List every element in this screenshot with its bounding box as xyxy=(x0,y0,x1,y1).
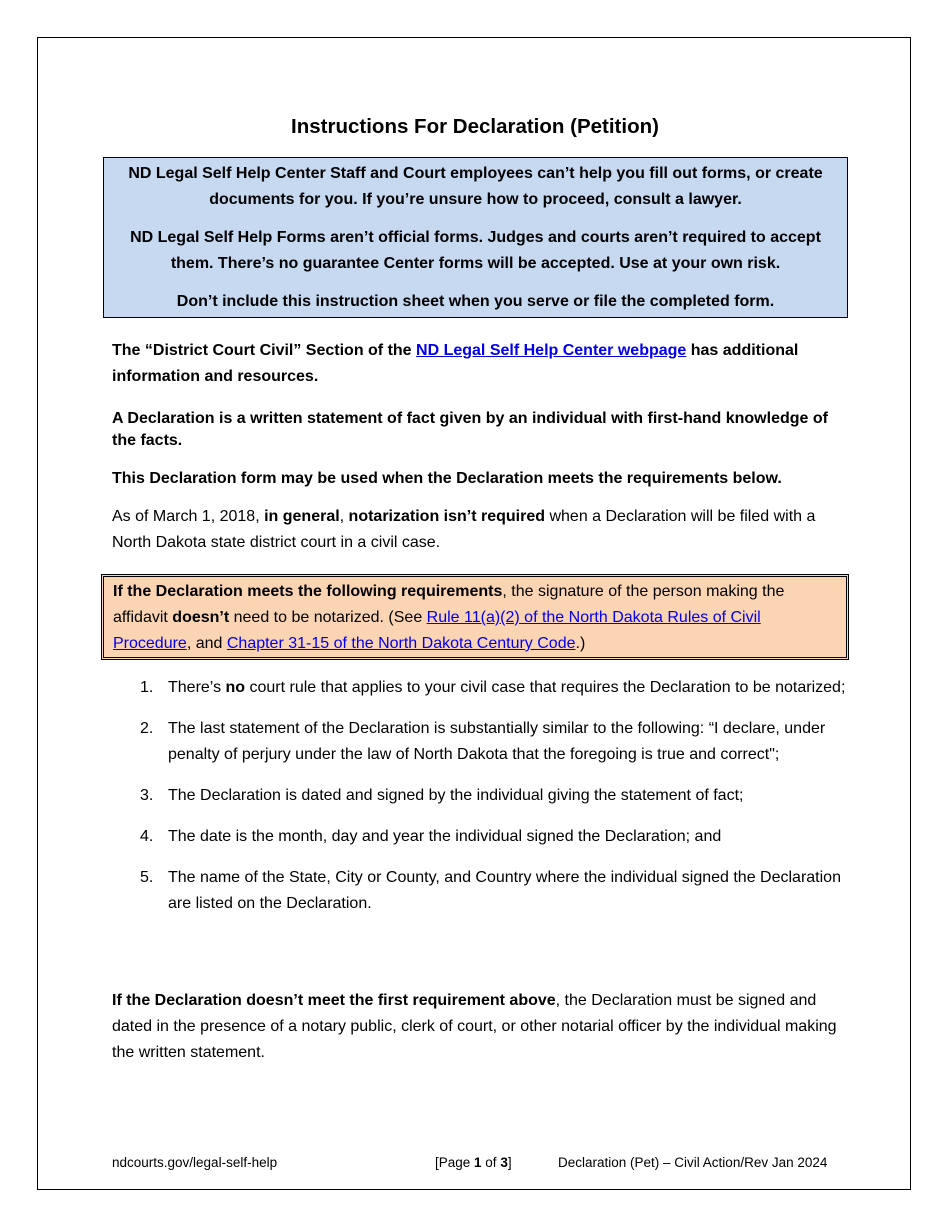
requirements-text-a: , the signature of the person making the affidavit xyxy=(113,583,785,626)
list-item-text: There’s xyxy=(168,679,226,696)
self-help-center-link[interactable]: ND Legal Self Help Center webpage xyxy=(416,342,687,359)
notarization-text-c: , xyxy=(339,508,349,525)
rule-11-link[interactable]: Rule 11(a)(2) of the North Dakota Rules of Civil Procedure xyxy=(113,609,761,652)
intro-resources-text-b: has additional information and resources. xyxy=(112,342,799,385)
requirements-lead: If the Declaration meets the following requirements xyxy=(113,583,503,600)
intro-section xyxy=(112,338,847,556)
footer-page-number xyxy=(435,1154,512,1172)
footer-page-prefix: [Page xyxy=(435,1155,475,1170)
list-item-number: 3. xyxy=(140,787,154,804)
century-code-link[interactable]: Chapter 31-15 of the North Dakota Century Code xyxy=(226,635,576,652)
footer-page-total: 3 xyxy=(500,1155,508,1170)
list-item-number: 1. xyxy=(140,679,154,696)
closing-paragraph xyxy=(112,988,847,1066)
notarization-bold-not-required: notarization isn’t required xyxy=(348,508,546,525)
requirements-list xyxy=(112,675,847,932)
form-usage-statement: This Declaration form may be used when the Declaration meets the requirements below. xyxy=(112,470,782,487)
intro-resources-text-a: The “District Court Civil” Section of the xyxy=(112,342,417,359)
footer-site: ndcourts.gov/legal-self-help xyxy=(112,1155,278,1170)
notarization-bold-general: in general xyxy=(264,508,340,525)
footer-form-id: Declaration (Pet) – Civil Action/Rev Jan 2024 xyxy=(558,1155,828,1170)
page-title: Instructions For Declaration (Petition) xyxy=(291,115,659,138)
closing-text: , the Declaration must be signed and dated in the presence of a notary public, clerk of court, or other notarial officer by the individual making the written statement. xyxy=(112,992,837,1061)
footer-page-suffix: ] xyxy=(507,1155,512,1170)
requirements-bold-doesnt: doesn’t xyxy=(172,609,230,626)
closing-bold-lead: If the Declaration doesn’t meet the first requirement above xyxy=(112,992,556,1009)
list-item-text: The Declaration is dated and signed by the individual giving the statement of fact; xyxy=(168,787,744,804)
requirements-text-c: need to be notarized. (See xyxy=(229,609,427,626)
notarization-text-a: As of March 1, 2018, xyxy=(112,508,265,525)
requirements-text-e: .) xyxy=(575,635,586,652)
disclaimer-notice-box xyxy=(103,157,848,318)
list-item-number: 5. xyxy=(140,869,154,886)
list-item xyxy=(112,824,847,850)
footer-page-of: of xyxy=(481,1155,501,1170)
intro-resources-paragraph xyxy=(112,338,847,390)
requirements-text-d: , and xyxy=(186,635,227,652)
list-item-bold: no xyxy=(225,679,246,696)
requirements-callout-box xyxy=(101,574,849,660)
list-item-text-after: court rule that applies to your civil case that requires the Declaration to be notarized; xyxy=(245,679,846,696)
list-item xyxy=(112,716,847,768)
list-item xyxy=(112,783,847,809)
list-item-number: 2. xyxy=(140,720,154,737)
notice-staff-disclaimer: ND Legal Self Help Center Staff and Court employees can’t help you fill out forms, or create documents for you. If you’re unsure how to proceed, consult a lawyer. xyxy=(128,165,823,208)
notarization-statement xyxy=(112,504,847,556)
notice-instruction-sheet: Don’t include this instruction sheet when you serve or file the completed form. xyxy=(176,293,775,310)
notice-forms-disclaimer: ND Legal Self Help Forms aren’t official forms. Judges and courts aren’t required to accept them. There’s no guarantee Center forms will be accepted. Use at your own risk. xyxy=(130,229,821,272)
list-item-text: The last statement of the Declaration is substantially similar to the following: “I declare, under penalty of perjury under the law of North Dakota that the foregoing is true and correct"; xyxy=(168,720,826,763)
list-item-number: 4. xyxy=(140,828,154,845)
list-item xyxy=(112,865,847,917)
list-item xyxy=(112,675,847,701)
declaration-definition: A Declaration is a written statement of fact given by an individual with first-hand knowledge of the facts. xyxy=(112,410,828,449)
notarization-text-e: when a Declaration will be filed with a North Dakota state district court in a civil case. xyxy=(112,508,816,551)
list-item-text: The date is the month, day and year the individual signed the Declaration; and xyxy=(168,828,722,845)
list-item-text: The name of the State, City or County, and Country where the individual signed the Declaration are listed on the Declaration. xyxy=(168,869,841,912)
footer-page-current: 1 xyxy=(474,1155,482,1170)
